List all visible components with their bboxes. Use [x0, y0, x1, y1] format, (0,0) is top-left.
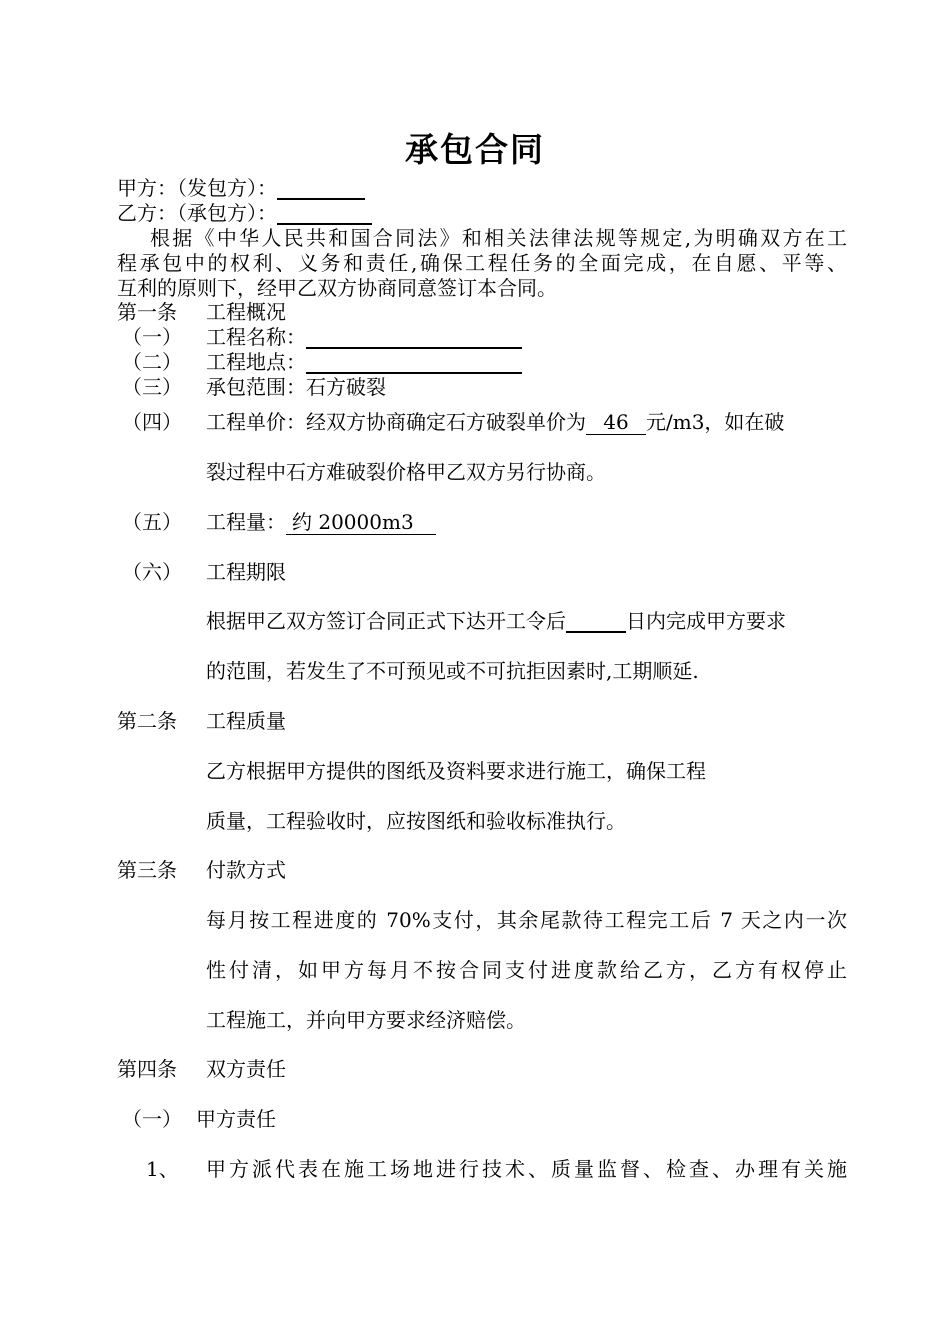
item6-line-2: 的范围，若发生了不可预见或不可抗拒因素时,工期顺延. [206, 659, 699, 683]
item1-label: 工程名称： [206, 325, 306, 349]
item6-text-b: 日内完成甲方要求 [626, 609, 786, 633]
preamble-line-1: 根据《中华人民共和国合同法》和相关法律法规等规定,为明确双方在工 [150, 226, 847, 250]
item6-label: 工程期限 [206, 560, 286, 584]
document-title: 承包合同 [405, 130, 545, 169]
item2-line [206, 350, 522, 374]
unit-price-value: 46 [586, 410, 646, 435]
item1-num: （一） [122, 325, 182, 349]
article3-line-2: 性付清，如甲方每月不按合同支付进度款给乙方，乙方有权停止 [206, 958, 847, 982]
item4-text-b: 元/m3，如在破 [646, 410, 785, 434]
item5-label: 工程量： [206, 510, 286, 534]
item4-num: （四） [122, 410, 182, 434]
article1-num: 第一条 [117, 300, 177, 324]
item2-num: （二） [122, 350, 182, 374]
article4-num: 第四条 [117, 1057, 177, 1081]
article2-num: 第二条 [117, 709, 177, 733]
party-a-label: 甲方：（发包方）： [117, 176, 277, 200]
item5-num: （五） [122, 510, 182, 534]
article2-title: 工程质量 [206, 709, 286, 733]
item3-num: （三） [122, 375, 182, 399]
article3-line-1: 每月按工程进度的 70%支付，其余尾款待工程完工后 7 天之内一次 [206, 908, 847, 932]
project-location-blank[interactable] [306, 352, 522, 374]
article3-line-3: 工程施工，并向甲方要求经济赔偿。 [206, 1008, 526, 1032]
article2-line-2: 质量，工程验收时，应按图纸和验收标准执行。 [206, 809, 626, 833]
quantity-value: 约 20000m3 [286, 510, 436, 535]
party-a-line [117, 176, 365, 200]
article4-item1-num: 1、 [146, 1157, 179, 1181]
party-b-blank[interactable] [277, 203, 372, 225]
duration-days-blank[interactable] [566, 611, 626, 633]
item6-num: （六） [122, 560, 182, 584]
article4-sub-num: （一） [122, 1107, 182, 1131]
article1-title: 工程概况 [206, 300, 286, 324]
project-name-blank[interactable] [306, 327, 522, 349]
item6-text-a: 根据甲乙双方签订合同正式下达开工令后 [206, 609, 566, 633]
item2-label: 工程地点： [206, 350, 306, 374]
item3-label: 承包范围：石方破裂 [206, 375, 386, 399]
party-b-line [117, 201, 372, 225]
item4-text-a: 工程单价：经双方协商确定石方破裂单价为 [206, 410, 586, 434]
item1-line [206, 325, 522, 349]
party-b-label: 乙方：（承包方）： [117, 201, 277, 225]
article3-num: 第三条 [117, 858, 177, 882]
article4-title: 双方责任 [206, 1057, 286, 1081]
party-a-blank[interactable] [277, 178, 365, 200]
item4-line-1 [206, 410, 784, 435]
preamble-line-2: 程承包中的权利、义务和责任,确保工程任务的全面完成，在自愿、平等、 [117, 251, 847, 275]
item4-line-2: 裂过程中石方难破裂价格甲乙双方另行协商。 [206, 460, 606, 484]
article4-item1-text: 甲方派代表在施工场地进行技术、质量监督、检查、办理有关施 [206, 1157, 847, 1181]
preamble-line-3: 互利的原则下，经甲乙双方协商同意签订本合同。 [117, 276, 557, 300]
article2-line-1: 乙方根据甲方提供的图纸及资料要求进行施工，确保工程 [206, 759, 706, 783]
article4-sub-title: 甲方责任 [196, 1107, 276, 1131]
item5-line [206, 510, 436, 535]
article3-title: 付款方式 [206, 858, 286, 882]
item6-line-1 [206, 609, 786, 633]
